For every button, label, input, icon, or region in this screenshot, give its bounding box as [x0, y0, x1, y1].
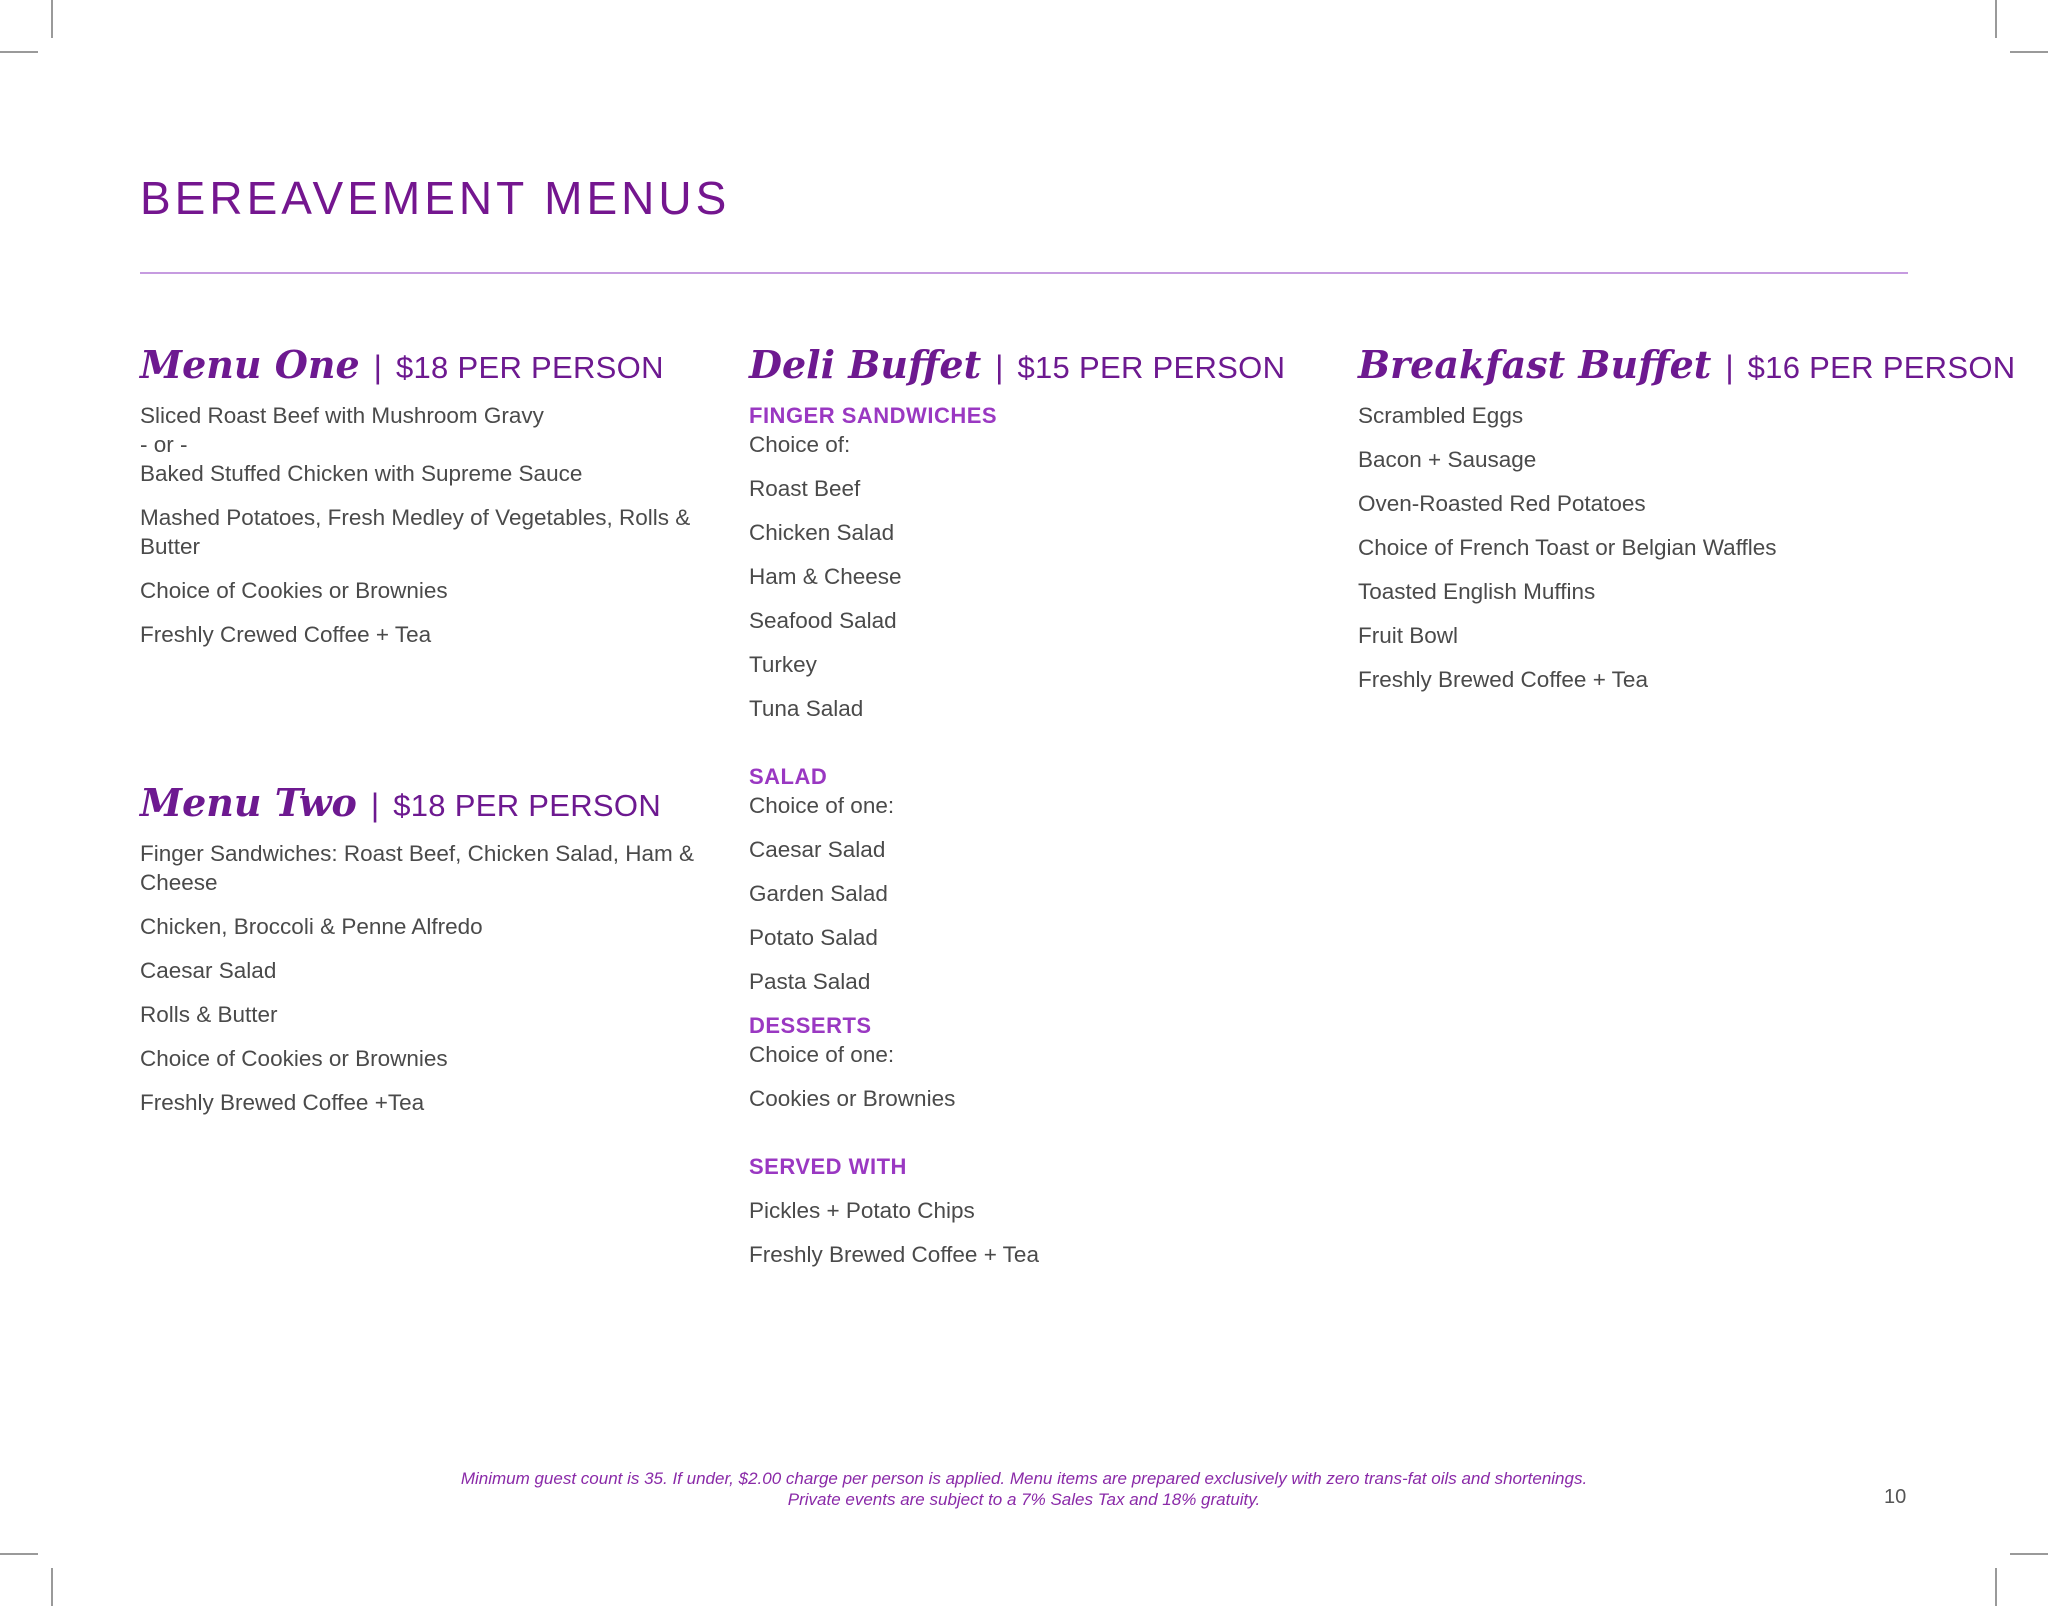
deli-buffet-heading	[749, 342, 1329, 387]
breakfast-buffet-price: $16 PER PERSON	[1747, 350, 2016, 385]
deli-buffet-price: $15 PER PERSON	[1017, 350, 1286, 385]
menu-item: Choice of Cookies or Brownies	[140, 1046, 448, 1071]
menu-two-name: Menu Two	[140, 780, 357, 825]
menu-item: Seafood Salad	[749, 608, 897, 633]
menu-item: Freshly Crewed Coffee + Tea	[140, 622, 432, 647]
menu-item: Finger Sandwiches: Roast Beef, Chicken Salad, Ham & Cheese	[140, 841, 695, 895]
menu-one-section	[140, 342, 720, 664]
menu-item: Choice of French Toast or Belgian Waffles	[1358, 535, 1777, 560]
crop-mark	[51, 1568, 53, 1606]
menu-item: Caesar Salad	[140, 958, 277, 983]
crop-mark	[0, 51, 38, 53]
heading-separator: |	[373, 349, 382, 385]
choice-intro: Choice of one:	[749, 793, 895, 818]
choice-intro: Choice of one:	[749, 1042, 895, 1067]
menu-one-name: Menu One	[140, 342, 360, 387]
page-number: 10	[1884, 1486, 1907, 1508]
menu-two-section	[140, 780, 720, 1132]
menu-one-price: $18 PER PERSON	[395, 350, 664, 385]
heading-separator: |	[1725, 349, 1734, 385]
menu-item: Sliced Roast Beef with Mushroom Gravy	[140, 403, 544, 428]
menu-one-heading	[140, 342, 720, 387]
footnote	[0, 1468, 2048, 1510]
menu-item: Freshly Brewed Coffee + Tea	[749, 1242, 1039, 1267]
menu-item: Oven-Roasted Red Potatoes	[1358, 491, 1646, 516]
menu-item: Roast Beef	[749, 476, 861, 501]
menu-item: Chicken, Broccoli & Penne Alfredo	[140, 914, 483, 939]
served-with-heading: SERVED WITH	[749, 1154, 907, 1179]
menu-item: Caesar Salad	[749, 837, 886, 862]
crop-mark	[51, 0, 53, 38]
menu-item: Cookies or Brownies	[749, 1086, 956, 1111]
page-title: BEREAVEMENT MENUS	[140, 171, 731, 224]
menu-item: Freshly Brewed Coffee +Tea	[140, 1090, 425, 1115]
crop-mark	[2010, 51, 2048, 53]
finger-sandwiches-heading: FINGER SANDWICHES	[749, 403, 998, 428]
menu-item: Toasted English Muffins	[1358, 579, 1596, 604]
crop-mark	[0, 1553, 38, 1555]
choice-intro: Choice of:	[749, 432, 851, 457]
menu-two-price: $18 PER PERSON	[393, 788, 662, 823]
crop-mark	[2010, 1553, 2048, 1555]
breakfast-buffet-name: Breakfast Buffet	[1358, 342, 1712, 387]
menu-item: Fruit Bowl	[1358, 623, 1459, 648]
menu-two-heading	[140, 780, 720, 825]
menu-item: Pasta Salad	[749, 969, 871, 994]
menu-item: Tuna Salad	[749, 696, 864, 721]
menu-item: Pickles + Potato Chips	[749, 1198, 975, 1223]
menu-item: Ham & Cheese	[749, 564, 902, 589]
crop-mark	[1995, 0, 1997, 38]
crop-mark	[1995, 1568, 1997, 1606]
heading-separator: |	[995, 349, 1004, 385]
menu-item: Freshly Brewed Coffee + Tea	[1358, 667, 1648, 692]
menu-item: Baked Stuffed Chicken with Supreme Sauce	[140, 461, 583, 486]
menu-item: Potato Salad	[749, 925, 878, 950]
menu-item: Chicken Salad	[749, 520, 895, 545]
heading-separator: |	[370, 787, 380, 823]
desserts-heading: DESSERTS	[749, 1013, 872, 1038]
footnote-line: Private events are subject to a 7% Sales Tax and 18% gratuity.	[787, 1490, 1261, 1509]
menu-item: Rolls & Butter	[140, 1002, 278, 1027]
deli-buffet-name: Deli Buffet	[749, 342, 982, 387]
menu-item: Mashed Potatoes, Fresh Medley of Vegetables, Rolls & Butter	[140, 505, 691, 559]
menu-item: Scrambled Eggs	[1358, 403, 1524, 428]
menu-item-or: - or -	[140, 432, 188, 457]
breakfast-buffet-heading	[1358, 342, 2016, 387]
menu-item: Bacon + Sausage	[1358, 447, 1537, 472]
divider	[140, 272, 1908, 274]
breakfast-buffet-section	[1358, 342, 2016, 709]
salad-heading: SALAD	[749, 764, 828, 789]
deli-buffet-section	[749, 342, 1329, 1284]
menu-item: Turkey	[749, 652, 817, 677]
menu-item: Choice of Cookies or Brownies	[140, 578, 448, 603]
menu-item: Garden Salad	[749, 881, 888, 906]
footnote-line: Minimum guest count is 35. If under, $2.00 charge per person is applied. Menu items are prepared exclusively with zero trans-fat oils and shortenings.	[460, 1469, 1588, 1488]
